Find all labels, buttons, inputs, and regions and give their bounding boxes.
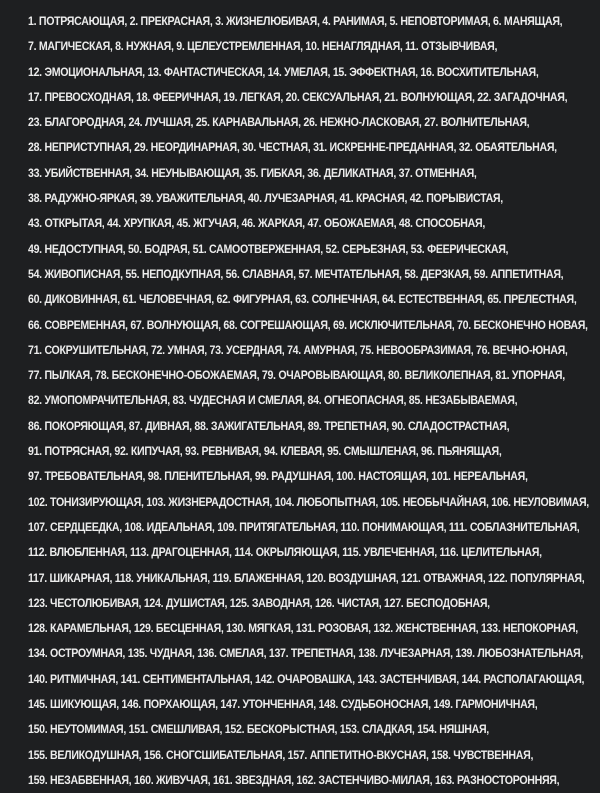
text-line: 128. КАРАМЕЛЬНАЯ, 129. БЕСЦЕННАЯ, 130. МЯГКАЯ, 131. РОЗОВАЯ, 132. ЖЕНСТВЕННАЯ, 133. НЕПОКОРНАЯ, (28, 621, 578, 636)
text-line: 155. ВЕЛИКОДУШНАЯ, 156. СНОГСШИБАТЕЛЬНАЯ, 157. АППЕТИТНО-ВКУСНАЯ, 158. ЧУВСТВЕННАЯ, (28, 747, 534, 762)
epithet-list (28, 9, 594, 793)
text-line: 1. ПОТРЯСАЮЩАЯ, 2. ПРЕКРАСНАЯ, 3. ЖИЗНЕЛЮБИВАЯ, 4. РАНИМАЯ, 5. НЕПОВТОРИМАЯ, 6. МАНЯЩАЯ, (28, 14, 563, 28)
text-line: 112. ВЛЮБЛЕННАЯ, 113. ДРАГОЦЕННАЯ, 114. ОКРЫЛЯЮЩАЯ, 115. УВЛЕЧЕННАЯ, 116. ЦЕЛИТЕЛЬНАЯ, (28, 545, 542, 560)
text-line: 107. СЕРДЦЕЕДКА, 108. ИДЕАЛЬНАЯ, 109. ПРИТЯГАТЕЛЬНАЯ, 110. ПОНИМАЮЩАЯ, 111. СОБЛАЗНИТЕЛЬНАЯ, (28, 519, 580, 534)
text-line: 17. ПРЕВОСХОДНАЯ, 18. ФЕЕРИЧНАЯ, 19. ЛЕГКАЯ, 20. СЕКСУАЛЬНАЯ, 21. ВОЛНУЮЩАЯ, 22. ЗАГАДОЧНАЯ, (28, 89, 568, 104)
text-line: 82. УМОПОМРАЧИТЕЛЬНАЯ, 83. ЧУДЕСНАЯ И СМЕЛАЯ, 84. ОГНЕОПАСНАЯ, 85. НЕЗАБЫВАЕМАЯ, (28, 393, 518, 408)
text-line: 7. МАГИЧЕСКАЯ, 8. НУЖНАЯ, 9. ЦЕЛЕУСТРЕМЛЕННАЯ, 10. НЕНАГЛЯДНАЯ, 11. ОТЗЫВЧИВАЯ, (28, 39, 498, 54)
text-line: 145. ШИКУЮЩАЯ, 146. ПОРХАЮЩАЯ, 147. УТОНЧЕННАЯ, 148. СУДЬБОНОСНАЯ, 149. ГАРМОНИЧНАЯ, (28, 697, 538, 712)
text-line: 159. НЕЗАБВЕННАЯ, 160. ЖИВУЧАЯ, 161. ЗВЕЗДНАЯ, 162. ЗАСТЕНЧИВО-МИЛАЯ, 163. РАЗНОСТОРОННЯЯ, (28, 772, 560, 787)
text-line: 117. ШИКАРНАЯ, 118. УНИКАЛЬНАЯ, 119. БЛАЖЕННАЯ, 120. ВОЗДУШНАЯ, 121. ОТВАЖНАЯ, 122. ПОПУЛЯРНАЯ, (28, 570, 585, 585)
text-line: 60. ДИКОВИННАЯ, 61. ЧЕЛОВЕЧНАЯ, 62. ФИГУРНАЯ, 63. СОЛНЕЧНАЯ, 64. ЕСТЕСТВЕННАЯ, 65. ПРЕЛЕСТНАЯ, (28, 292, 577, 307)
text-line: 12. ЭМОЦИОНАЛЬНАЯ, 13. ФАНТАСТИЧЕСКАЯ, 14. УМЕЛАЯ, 15. ЭФФЕКТНАЯ, 16. ВОСХИТИТЕЛЬНАЯ, (28, 64, 539, 79)
text-line: 86. ПОКОРЯЮЩАЯ, 87. ДИВНАЯ, 88. ЗАЖИГАТЕЛЬНАЯ, 89. ТРЕПЕТНАЯ, 90. СЛАДОСТРАСТНАЯ, (28, 418, 510, 433)
text-line: 71. СОКРУШИТЕЛЬНАЯ, 72. УМНАЯ, 73. УСЕРДНАЯ, 74. АМУРНАЯ, 75. НЕВООБРАЗИМАЯ, 76. ВЕЧНО-ЮНАЯ, (28, 342, 568, 357)
text-line: 91. ПОТРЯСНАЯ, 92. КИПУЧАЯ, 93. РЕВНИВАЯ, 94. КЛЕВАЯ, 95. СМЫШЛЕНАЯ, 96. ПЬЯНЯЩАЯ, (28, 444, 502, 459)
text-line: 77. ПЫЛКАЯ, 78. БЕСКОНЕЧНО-ОБОЖАЕМАЯ, 79. ОЧАРОВЫВАЮЩАЯ, 80. ВЕЛИКОЛЕПНАЯ, 81. УПОРНАЯ, (28, 368, 565, 383)
text-line: 23. БЛАГОРОДНАЯ, 24. ЛУЧШАЯ, 25. КАРНАВАЛЬНАЯ, 26. НЕЖНО-ЛАСКОВАЯ, 27. ВОЛНИТЕЛЬНАЯ, (28, 115, 530, 130)
text-line: 28. НЕПРИСТУПНАЯ, 29. НЕОРДИНАРНАЯ, 30. ЧЕСТНАЯ, 31. ИСКРЕННЕ-ПРЕДАННАЯ, 32. ОБАЯТЕЛЬНАЯ, (28, 140, 557, 155)
text-line: 43. ОТКРЫТАЯ, 44. ХРУПКАЯ, 45. ЖГУЧАЯ, 46. ЖАРКАЯ, 47. ОБОЖАЕМАЯ, 48. СПОСОБНАЯ, (28, 216, 485, 231)
text-line: 134. ОСТРОУМНАЯ, 135. ЧУДНАЯ, 136. СМЕЛАЯ, 137. ТРЕПЕТНАЯ, 138. ЛУЧЕЗАРНАЯ, 139. ЛЮБОЗНАТЕЛЬНАЯ, (28, 646, 584, 661)
text-line: 140. РИТМИЧНАЯ, 141. СЕНТИМЕНТАЛЬНАЯ, 142. ОЧАРОВАШКА, 143. ЗАСТЕНЧИВАЯ, 144. РАСПОЛАГАЮЩАЯ, (28, 671, 585, 686)
text-line: 102. ТОНИЗИРУЮЩАЯ, 103. ЖИЗНЕРАДОСТНАЯ, 104. ЛЮБОПЫТНАЯ, 105. НЕОБЫЧАЙНАЯ, 106. НЕУЛОВИМАЯ, (28, 494, 589, 509)
text-line: 123. ЧЕСТОЛЮБИВАЯ, 124. ДУШИСТАЯ, 125. ЗАВОДНАЯ, 126. ЧИСТАЯ, 127. БЕСПОДОБНАЯ, (28, 595, 490, 610)
text-line: 66. СОВРЕМЕННАЯ, 67. ВОЛНУЮЩАЯ, 68. СОГРЕШАЮЩАЯ, 69. ИСКЛЮЧИТЕЛЬНАЯ, 70. БЕСКОНЕЧНО НОВАЯ, (28, 317, 588, 332)
text-line: 49. НЕДОСТУПНАЯ, 50. БОДРАЯ, 51. САМООТВЕРЖЕННАЯ, 52. СЕРЬЕЗНАЯ, 53. ФЕЕРИЧЕСКАЯ, (28, 241, 509, 256)
text-line: 97. ТРЕБОВАТЕЛЬНАЯ, 98. ПЛЕНИТЕЛЬНАЯ, 99. РАДУШНАЯ, 100. НАСТОЯЩАЯ, 101. НЕРЕАЛЬНАЯ, (28, 469, 528, 484)
text-line: 38. РАДУЖНО-ЯРКАЯ, 39. УВАЖИТЕЛЬНАЯ, 40. ЛУЧЕЗАРНАЯ, 41. КРАСНАЯ, 42. ПОРЫВИСТАЯ, (28, 191, 503, 206)
text-line: 150. НЕУТОМИМАЯ, 151. СМЕШЛИВАЯ, 152. БЕСКОРЫСТНАЯ, 153. СЛАДКАЯ, 154. НЯШНАЯ, (28, 722, 489, 737)
text-line: 33. УБИЙСТВЕННАЯ, 34. НЕУНЫВАЮЩАЯ, 35. ГИБКАЯ, 36. ДЕЛИКАТНАЯ, 37. ОТМЕННАЯ, (28, 165, 477, 180)
text-line: 54. ЖИВОПИСНАЯ, 55. НЕПОДКУПНАЯ, 56. СЛАВНАЯ, 57. МЕЧТАТЕЛЬНАЯ, 58. ДЕРЗКАЯ, 59. АППЕТИТНАЯ, (28, 266, 564, 281)
